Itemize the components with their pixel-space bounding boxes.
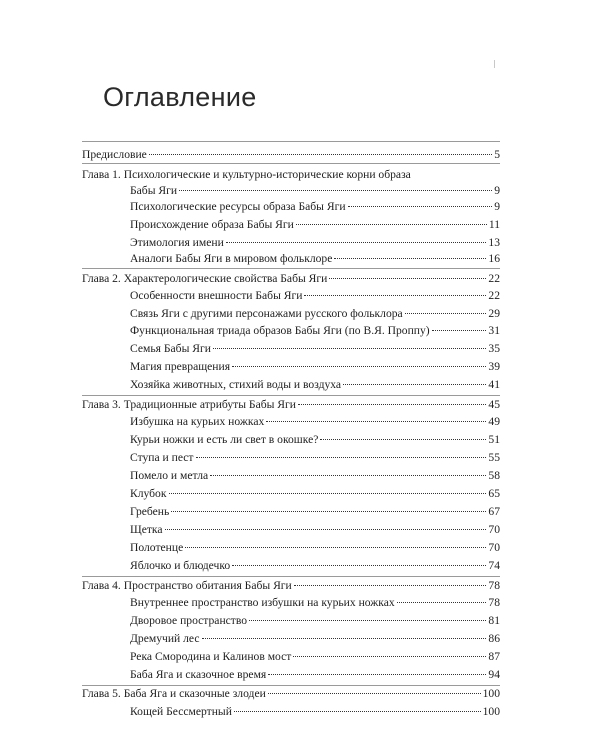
toc-entry-title: Связь Яги с другими персонажами русского фольклора: [130, 307, 403, 320]
toc-entry-title: Особенности внешности Бабы Яги: [130, 289, 303, 302]
toc-entry-title: Глава 4. Пространство обитания Бабы Яги: [82, 579, 292, 592]
toc-entry-chapter-4: [82, 577, 500, 595]
toc-leader-dots: [405, 312, 487, 314]
toc-leader-dots: [185, 546, 486, 548]
toc-entry-section: [130, 198, 500, 216]
toc-leader-dots: [334, 257, 486, 259]
toc-leader-dots: [213, 347, 486, 349]
toc-entry-page: 70: [488, 541, 500, 554]
toc-entry-page: 39: [488, 360, 500, 373]
toc-entry-page: 45: [488, 398, 500, 411]
toc-entry-section: [130, 612, 500, 630]
toc-leader-dots: [320, 438, 486, 440]
toc-entry-page: 67: [488, 505, 500, 518]
toc-entry-section: [130, 376, 500, 394]
toc-entry-section: [130, 557, 500, 575]
toc-entry-page: 41: [488, 378, 500, 391]
toc-leader-dots: [249, 619, 486, 621]
toc-entry-title: Баба Яга и сказочное время: [130, 668, 267, 681]
toc-entry-section: [130, 594, 500, 612]
toc-entry-page: 51: [488, 433, 500, 446]
toc-entry-page: 13: [488, 236, 500, 249]
toc-entry-title: Магия превращения: [130, 360, 231, 373]
toc-entry-title: Полотенце: [130, 541, 184, 554]
toc-entry-title: Гребень: [130, 505, 170, 518]
toc-entry-section: [130, 431, 500, 449]
toc-leader-dots: [298, 403, 486, 405]
toc-entry-section: [130, 250, 500, 268]
toc-leader-dots: [226, 241, 487, 243]
toc-leader-dots: [165, 528, 487, 530]
toc-leader-dots: [268, 692, 481, 694]
toc-entry-page: 78: [488, 579, 500, 592]
toc-entry-section: [130, 216, 500, 234]
toc-leader-dots: [268, 673, 486, 675]
toc-leader-dots: [179, 189, 492, 191]
toc-entry-title: Этимология имени: [130, 236, 224, 249]
toc-entry-page: 81: [488, 614, 500, 627]
toc-entry-section: [130, 413, 500, 431]
toc-entry-page: 31: [488, 324, 500, 337]
toc-entry-section: [130, 648, 500, 666]
toc-entry-title: Дворовое пространство: [130, 614, 248, 627]
toc-leader-dots: [196, 456, 487, 458]
toc-entry-section: [130, 322, 500, 340]
toc-entry-section: [130, 340, 500, 358]
section-divider: [82, 141, 500, 142]
toc-entry-title: Внутреннее пространство избушки на курьих ножках: [130, 596, 395, 609]
toc-entry-title: Аналоги Бабы Яги в мировом фольклоре: [130, 252, 333, 265]
toc-entry-title: Яблочко и блюдечко: [130, 559, 231, 572]
toc-entry-page: 16: [488, 252, 500, 265]
toc-leader-dots: [232, 564, 486, 566]
toc-entry-section: [130, 305, 500, 323]
toc-entry-page: 5: [494, 148, 500, 161]
toc-leader-dots: [149, 153, 492, 155]
toc-entry-section: [130, 467, 500, 485]
toc-entry-title: Глава 2. Характерологические свойства Бабы Яги: [82, 272, 328, 285]
toc-entry-preface: [82, 146, 500, 164]
toc-leader-dots: [234, 710, 481, 712]
toc-entry-section: [130, 287, 500, 305]
toc-entry-title: Помело и метла: [130, 469, 209, 482]
toc-entry-title: Глава 3. Традиционные атрибуты Бабы Яги: [82, 398, 297, 411]
toc-entry-section: [130, 449, 500, 467]
toc-entry-section: [130, 630, 500, 648]
toc-leader-dots: [171, 510, 486, 512]
toc-entry-page: 22: [488, 289, 500, 302]
toc-entry-title: Функциональная триада образов Бабы Яги (по В.Я. Проппу): [130, 324, 430, 337]
toc-entry-title: Хозяйка животных, стихий воды и воздуха: [130, 378, 342, 391]
toc-entry-page: 29: [488, 307, 500, 320]
section-divider: [82, 163, 500, 164]
section-divider: [82, 268, 500, 269]
toc-entry-page: 74: [488, 559, 500, 572]
toc-entry-page: 22: [488, 272, 500, 285]
toc-leader-dots: [169, 492, 487, 494]
toc-leader-dots: [343, 383, 486, 385]
toc-entry-page: 9: [494, 200, 500, 213]
toc-leader-dots: [294, 584, 487, 586]
toc-entry-title: Ступа и пест: [130, 451, 194, 464]
toc-entry-chapter-2: [82, 270, 500, 288]
toc-entry-title: Бабы Яги: [130, 184, 178, 197]
toc-entry-title: Избушка на курьих ножках: [130, 415, 265, 428]
toc-leader-dots: [210, 474, 486, 476]
toc-entry-title: Щетка: [130, 523, 163, 536]
toc-entry-title: Происхождение образа Бабы Яги: [130, 218, 294, 231]
toc-entry-page: 100: [482, 687, 500, 700]
toc-leader-dots: [329, 277, 486, 279]
toc-leader-dots: [432, 329, 487, 331]
toc-entry-section: [130, 703, 500, 721]
toc-entry-page: 9: [494, 184, 500, 197]
toc-leader-dots: [202, 637, 487, 639]
toc-entry-chapter-5: [82, 685, 500, 703]
toc-leader-dots: [348, 205, 493, 207]
toc-entry-page: 86: [488, 632, 500, 645]
toc-entry-section: [130, 539, 500, 557]
toc-entry-page: 55: [488, 451, 500, 464]
toc-entry-page: 11: [488, 218, 500, 231]
toc-leader-dots: [304, 294, 486, 296]
toc-entry-page: 70: [488, 523, 500, 536]
toc-entry-page: 49: [488, 415, 500, 428]
toc-entry-chapter-3: [82, 396, 500, 414]
toc-entry-title: Психологические ресурсы образа Бабы Яги: [130, 200, 346, 213]
page-title: Оглавление: [103, 82, 257, 112]
toc-entry-title: Река Смородина и Калинов мост: [130, 650, 292, 663]
toc-entry-page: 87: [488, 650, 500, 663]
toc-leader-dots: [397, 601, 487, 603]
toc-entry-title: Курьи ножки и есть ли свет в окошке?: [130, 433, 319, 446]
toc-leader-dots: [266, 420, 486, 422]
toc-entry-title: Семья Бабы Яги: [130, 342, 211, 355]
toc-entry-page: 58: [488, 469, 500, 482]
toc-entry-section: [130, 503, 500, 521]
toc-entry-title: Глава 5. Баба Яга и сказочные злодеи: [82, 687, 266, 700]
toc-entry-title: Кощей Бессмертный: [130, 705, 232, 718]
toc-leader-dots: [232, 365, 486, 367]
toc-entry-page: 100: [482, 705, 500, 718]
toc-leader-dots: [296, 223, 487, 225]
toc-entry-page: 65: [488, 487, 500, 500]
toc-entry-title: Дремучий лес: [130, 632, 200, 645]
toc-entry-title: Глава 1. Психологические и культурно-исторические корни образа: [82, 168, 411, 181]
toc-entry-section: [130, 666, 500, 684]
toc-entry-title: Клубок: [130, 487, 167, 500]
toc-entry-section: [130, 521, 500, 539]
toc-entry-page: 94: [488, 668, 500, 681]
toc-entry-page: 78: [488, 596, 500, 609]
toc-entry-section: [130, 358, 500, 376]
toc-entry-title: Предисловие: [82, 148, 147, 161]
toc-entry-section: [130, 485, 500, 503]
toc-leader-dots: [293, 655, 486, 657]
toc-entry-page: 35: [488, 342, 500, 355]
